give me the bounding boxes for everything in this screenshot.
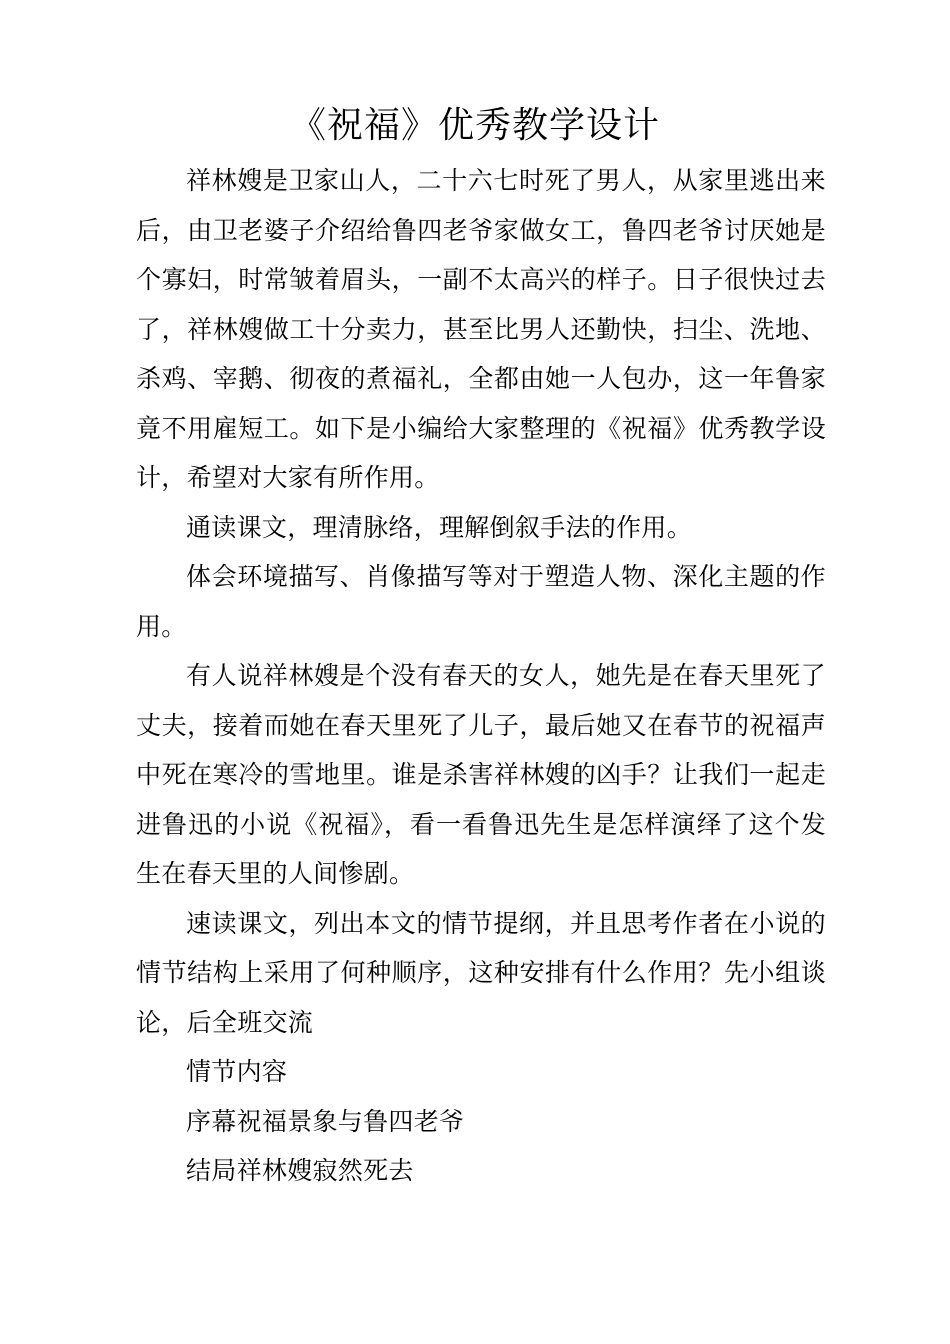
paragraph-task: 速读课文，列出本文的情节提纲，并且思考作者在小说的情节结构上采用了何种顺序，这种安排有什么作用？先小组谈论，后全班交流 <box>136 908 826 1037</box>
paragraph-intro: 祥林嫂是卫家山人，二十六七时死了男人，从家里逃出来后，由卫老婆子介绍给鲁四老爷家做女工，鲁四老爷讨厌她是个寡妇，时常皱着眉头，一副不太高兴的样子。日子很快过去了，祥林嫂做工十分卖力，甚至比男人还勤快，扫尘、洗地、杀鸡、宰鹅、彻夜的煮福礼，全都由她一人包办，这一年鲁家竟不用雇短工。如下是小编给大家整理的《祝福》优秀教学设计，希望对大家有所作用。 <box>136 166 826 492</box>
paragraph-lead-in: 有人说祥林嫂是个没有春天的女人，她先是在春天里死了丈夫，接着而她在春天里死了儿子，最后她又在春节的祝福声中死在寒冷的雪地里。谁是杀害祥林嫂的凶手？让我们一起走进鲁迅的小说《祝福》，看一看鲁迅先生是怎样演绎了这个发生在春天里的人间惨剧。 <box>136 661 826 888</box>
paragraph-ending: 结局祥林嫂寂然死去 <box>186 1156 414 1185</box>
paragraph-plot-header: 情节内容 <box>186 1057 288 1086</box>
paragraph-goal-2: 体会环境描写、肖像描写等对于塑造人物、深化主题的作用。 <box>136 562 826 641</box>
paragraph-goal-1: 通读课文，理清脉络，理解倒叙手法的作用。 <box>186 512 693 542</box>
document-body <box>136 156 826 1196</box>
document-title: 《祝福》优秀教学设计 <box>289 105 660 146</box>
paragraph-prologue: 序幕祝福景象与鲁四老爷 <box>186 1106 465 1136</box>
